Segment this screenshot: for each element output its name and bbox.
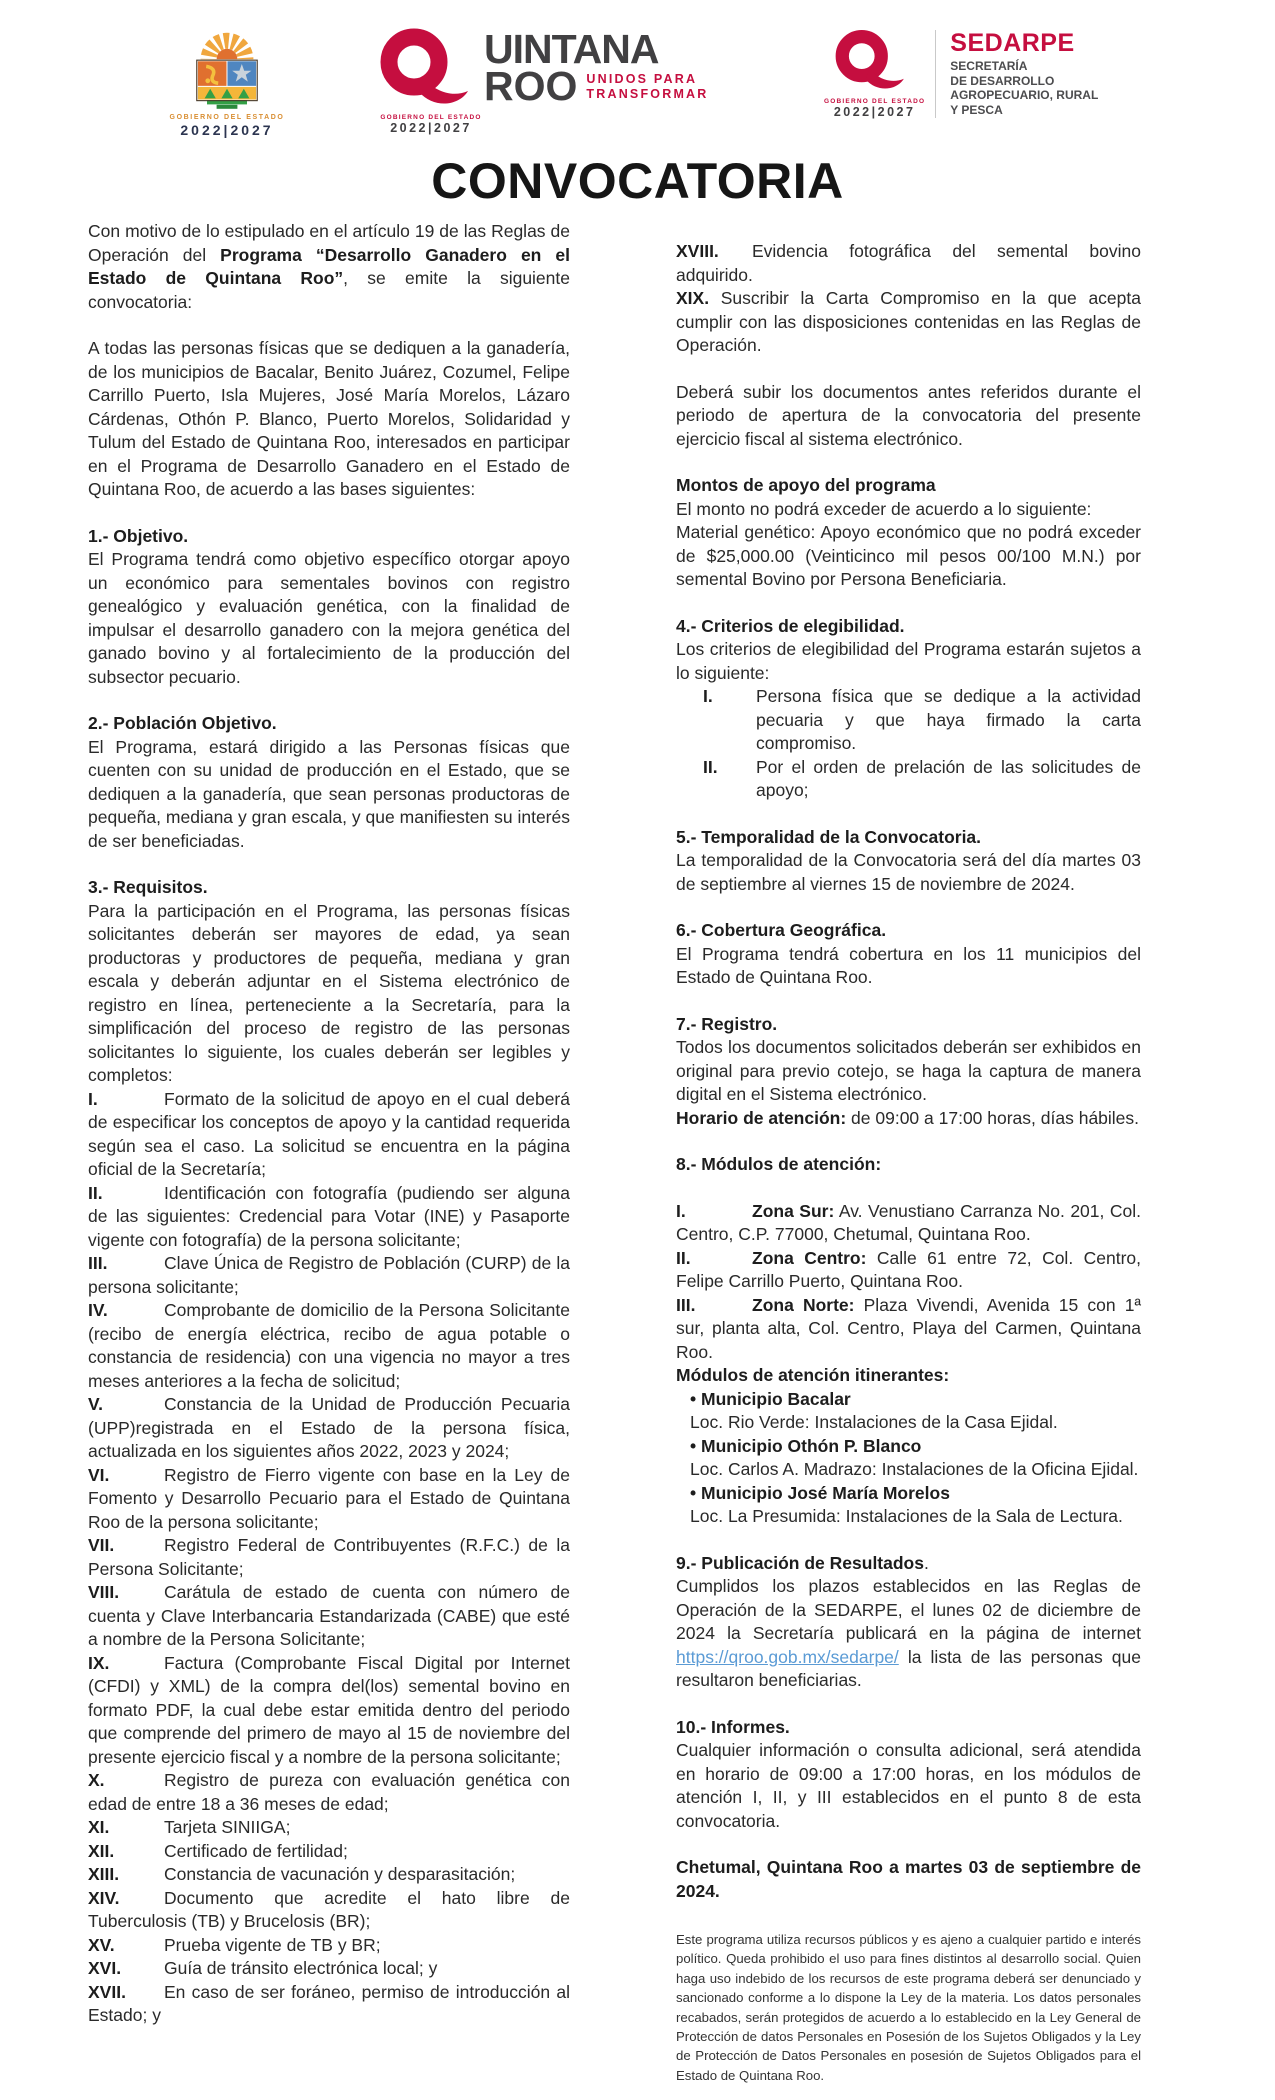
q-logo-icon <box>372 26 490 113</box>
section-1-heading: 1.- Objetivo. <box>88 525 189 546</box>
requirement-text: Carátula de estado de cuenta con número de cuenta y Clave Interbancaria Estandarizada (CABE) que esté a nombre de la Persona Solicitante; <box>88 1582 570 1649</box>
eligibility-text: Persona física que se dedique a la actividad pecuaria y que haya firmado la carta compromiso. <box>756 686 1141 753</box>
requirement-item <box>88 1534 570 1581</box>
requirement-numeral: VII. <box>88 1535 115 1555</box>
qroo-gov-label: GOBIERNO DEL ESTADO <box>380 114 482 121</box>
sedarpe-text-block <box>950 30 1098 117</box>
zone-numeral: II. <box>676 1247 691 1268</box>
eligibility-numeral: I. <box>703 686 713 706</box>
requirement-item <box>88 1393 570 1464</box>
itinerant-municipality: • Municipio Othón P. Blanco <box>690 1435 922 1456</box>
sedarpe-acronym: SEDARPE <box>950 29 1075 57</box>
zone-address: Calle 61 entre 72, Col. Centro, Felipe Carrillo Puerto, Quintana Roo. <box>676 1247 1141 1291</box>
intro-text-c: , se emite la siguiente convocatoria: <box>88 268 570 312</box>
qroo-wordmark <box>484 26 709 109</box>
sedarpe-website-link[interactable]: https://qroo.gob.mx/sedarpe/ <box>676 1646 899 1667</box>
requirement-numeral: XVII. <box>88 1981 126 2002</box>
requirement-numeral: VI. <box>88 1464 110 1485</box>
requirement-numeral: XV. <box>88 1934 115 1955</box>
requirement-item <box>88 1816 570 1840</box>
eligibility-item <box>676 756 1141 803</box>
sedarpe-term: 2022|2027 <box>833 105 916 119</box>
requirement-text: Constancia de la Unidad de Producción Pecuaria (UPP)registrada en el Estado de la persona física, actualizada en los siguientes años 2022, 2023 y 2024; <box>88 1394 570 1461</box>
section-5-heading: 5.- Temporalidad de la Convocatoria. <box>676 826 982 847</box>
section-7-heading: 7.- Registro. <box>676 1013 778 1034</box>
sedarpe-line2: DE DESARROLLO <box>950 73 1055 88</box>
requirement-text: Identificación con fotografía (pudiendo ser alguna de las siguientes: Credencial para Votar (INE) y Pasaporte vigente con fotografía) de la persona solicitante; <box>88 1182 570 1250</box>
requirement-text: Certificado de fertilidad; <box>164 1840 348 1861</box>
qroo-tagline-line1: UNIDOS PARA <box>586 72 698 86</box>
office-hours-label: Horario de atención: <box>676 1107 847 1128</box>
requirement-numeral: II. <box>88 1182 103 1203</box>
audience-paragraph: A todas las personas físicas que se dediquen a la ganadería, de los municipios de Bacalar, Benito Juárez, Cozumel, Felipe Carrillo Puerto, Isla Mujeres, José María Morelos, Lázaro Cárdenas, Othón P. Blanco, Puerto Morelos, Solidaridad y Tulum del Estado de Quintana Roo, interesados en participar en el Programa de Desarrollo Ganadero en el Estado de Quintana Roo, de acuerdo a las bases siguientes: <box>88 338 570 499</box>
zone-numeral: I. <box>676 1200 686 1221</box>
amounts-heading: Montos de apoyo del programa <box>676 475 936 495</box>
requirement-text: Guía de tránsito electrónica local; y <box>164 1958 438 1978</box>
requirement-numeral: XIX. <box>676 288 710 308</box>
qroo-tagline-line2: TRANSFORMAR <box>586 87 709 101</box>
qroo-wordmark-top: UINTANA <box>484 26 659 72</box>
section-10-heading: 10.- Informes. <box>676 1716 790 1737</box>
zone-address: Av. Venustiano Carranza No. 201, Col. Centro, C.P. 77000, Chetumal, Quintana Roo. <box>676 1200 1141 1244</box>
requirement-numeral: XI. <box>88 1817 110 1837</box>
section-4-heading: 4.- Criterios de elegibilidad. <box>676 615 905 636</box>
eligibility-text: Por el orden de prelación de las solicitudes de apoyo; <box>756 756 1141 800</box>
dateline: Chetumal, Quintana Roo a martes 03 de septiembre de 2024. <box>676 1857 1141 1901</box>
section-6-heading: 6.- Cobertura Geográfica. <box>676 920 887 940</box>
section-6-paragraph: El Programa tendrá cobertura en los 11 municipios del Estado de Quintana Roo. <box>676 943 1141 987</box>
requirement-numeral: III. <box>88 1253 108 1273</box>
section-8-heading: 8.- Módulos de atención: <box>676 1154 882 1174</box>
requirement-text: Constancia de vacunación y desparasitación; <box>164 1864 516 1884</box>
requirement-text: En caso de ser foráneo, permiso de introducción al Estado; y <box>88 1981 570 2025</box>
requirement-numeral: XVI. <box>88 1958 122 1978</box>
requirement-text: Registro de Fierro vigente con base en la Ley de Fomento y Desarrollo Pecuario para el Estado de Quintana Roo de la persona solicitante; <box>88 1464 570 1532</box>
results-text-b: la lista de las personas que resultaron beneficiarias. <box>676 1646 1141 1690</box>
section-2-heading: 2.- Población Objetivo. <box>88 713 277 733</box>
sedarpe-line1: SECRETARÍA <box>950 59 1028 73</box>
section-3-paragraph: Para la participación en el Programa, las personas físicas solicitantes deberán ser mayores de edad, ya sean productoras y productores de pequeña, mediana y gran escala y deberán adjuntar en el Sistema electrónico de registro en línea, perteneciente a la Secretaría, para la simplificación del proceso de registro de las personas solicitantes lo siguiente, los cuales deberán ser legibles y completos: <box>88 900 570 1085</box>
requirement-item <box>676 240 1141 287</box>
office-hours-text: de 09:00 a 17:00 horas, días hábiles. <box>846 1107 1140 1128</box>
zone-numeral: III. <box>676 1294 696 1315</box>
requirement-item <box>88 1769 570 1816</box>
section-1-paragraph: El Programa tendrá como objetivo específico otorgar apoyo un económico para sementales bovinos con registro genealógico y evaluación genética, con la finalidad de impulsar el desarrollo ganadero con la mejora genética del ganado bovino y al fortalecimiento de la producción del subsector pecuario. <box>88 549 570 687</box>
coat-of-arms-icon <box>150 24 304 112</box>
sedarpe-q-column <box>824 28 925 119</box>
requirement-item <box>88 1840 570 1864</box>
itinerant-location: Loc. Carlos A. Madrazo: Instalaciones de la Oficina Ejidal. <box>690 1459 1139 1479</box>
requirement-numeral: XII. <box>88 1840 115 1861</box>
requirement-numeral: V. <box>88 1394 103 1414</box>
intro-text-a: Con motivo de lo estipulado en el artículo 19 de las Reglas de Operación del <box>88 221 570 265</box>
requirement-numeral: XVIII. <box>676 241 719 261</box>
legal-fineprint: Este programa utiliza recursos públicos y es ajeno a cualquier partido e interés político. Queda prohibido el uso para fines distintos al desarrollo social. Quien haga uso indebido de los recursos de este programa deberá ser denunciado y sancionado conforme a lo dispone la Ley de la materia. Los datos personales recabados, serán protegidos de acuerdo a lo establecido en la Ley General de Protección de datos Personales en Posesión de los Sujetos Obligados y la Ley de Protección de Datos Personales en posesión de Sujetos Obligados para el Estado de Quintana Roo. <box>676 1932 1141 2083</box>
results-text-a: Cumplidos los plazos establecidos en las Reglas de Operación de la SEDARPE, el lunes 02 de diciembre de 2024 la Secretaría publicará en la página de internet <box>676 1576 1141 1643</box>
qroo-tagline <box>586 72 708 102</box>
zone-item <box>676 1294 1141 1365</box>
section-9-heading <box>676 1552 1141 1576</box>
requirement-item <box>88 1581 570 1652</box>
left-column <box>88 220 570 2085</box>
requirement-text: Factura (Comprobante Fiscal Digital por Internet (CFDI) y XML) de la compra del(los) semental bovino en formato PDF, la cual debe estar emitida dentro del periodo que comprende del primero de mayo al 15 de noviembre del presente ejercicio fiscal y a nombre de la persona solicitante; <box>88 1652 570 1767</box>
requirement-text: Registro de pureza con evaluación genética con edad de entre 18 a 36 meses de edad; <box>88 1770 570 1814</box>
coat-gov-label: GOBIERNO DEL ESTADO <box>169 114 285 121</box>
requirement-numeral: IX. <box>88 1652 110 1673</box>
zone-item <box>676 1200 1141 1247</box>
program-name-bold: Programa “Desarrollo Ganadero en el Estado de Quintana Roo” <box>88 244 570 288</box>
section-2-paragraph: El Programa, estará dirigido a las Personas físicas que cuenten con su unidad de producción en el Estado, que se dediquen a la ganadería, que sean personas productoras de pequeña, mediana y gran escala, y que manifiesten su interés de ser beneficiadas. <box>88 736 570 851</box>
sedarpe-line3: AGROPECUARIO, RURAL <box>950 88 1099 102</box>
quintana-roo-coat-of-arms <box>150 24 304 138</box>
amounts-paragraph-1: El monto no podrá exceder de acuerdo a lo siguiente: <box>676 498 1092 519</box>
requirement-item <box>88 1957 570 1981</box>
section-3-heading: 3.- Requisitos. <box>88 877 208 897</box>
office-hours-line <box>676 1107 1141 1131</box>
requirement-numeral: XIV. <box>88 1887 120 1908</box>
quintana-roo-state-logo <box>372 26 709 135</box>
sedarpe-gov-label: GOBIERNO DEL ESTADO <box>824 98 926 105</box>
zone-label: Zona Norte: <box>752 1294 855 1315</box>
requirement-text: Clave Única de Registro de Población (CURP) de la persona solicitante; <box>88 1253 570 1297</box>
requirement-numeral: IV. <box>88 1300 108 1320</box>
amounts-paragraph-2: Material genético: Apoyo económico que no podrá exceder de $25,000.00 (Veinticinco mil pesos 00/100 M.N.) por semental Bovino por Persona Beneficiaria. <box>676 522 1141 589</box>
document-header <box>0 0 1275 152</box>
requirement-item <box>676 287 1141 358</box>
requirement-item <box>88 1863 570 1887</box>
page-title: CONVOCATORIA <box>431 153 844 209</box>
requirement-text: Registro Federal de Contribuyentes (R.F.C.) de la Persona Solicitante; <box>88 1535 570 1579</box>
section-10-paragraph: Cualquier información o consulta adicional, será atendida en horario de 09:00 a 17:00 horas, en los módulos de atención I, II, y III establecidos en el punto 8 de esta convocatoria. <box>676 1740 1141 1831</box>
requirement-item <box>88 1464 570 1535</box>
logo-divider <box>935 30 936 118</box>
requirement-item <box>88 1252 570 1299</box>
section-4-paragraph: Los criterios de elegibilidad del Programa estarán sujetos a lo siguiente: <box>676 639 1141 683</box>
requirement-item <box>88 1182 570 1253</box>
requirement-numeral: XIII. <box>88 1864 120 1884</box>
upload-paragraph: Deberá subir los documentos antes referidos durante el periodo de apertura de la convocatoria del presente ejercicio fiscal al sistema electrónico. <box>676 381 1141 449</box>
coat-term: 2022|2027 <box>180 122 274 138</box>
requirement-text: Tarjeta SINIIGA; <box>164 1817 291 1837</box>
zone-address: Plaza Vivendi, Avenida 15 con 1ª sur, planta alta, Col. Centro, Playa del Carmen, Quintana Roo. <box>676 1294 1141 1362</box>
zone-label: Zona Sur: <box>752 1200 835 1221</box>
zone-item <box>676 1247 1141 1294</box>
itinerant-heading: Módulos de atención itinerantes: <box>676 1365 950 1385</box>
itinerant-municipality: • Municipio Bacalar <box>690 1388 851 1409</box>
document-body <box>0 206 1275 2085</box>
requirement-numeral: VIII. <box>88 1582 120 1602</box>
requirement-item <box>88 1887 570 1934</box>
requirement-item <box>88 1652 570 1770</box>
sedarpe-logo <box>824 28 1098 119</box>
zone-label: Zona Centro: <box>752 1247 867 1268</box>
section-9-heading-period: . <box>923 1552 929 1573</box>
requirement-numeral: I. <box>88 1088 98 1109</box>
itinerant-location: Loc. La Presumida: Instalaciones de la Sala de Lectura. <box>690 1506 1123 1526</box>
requirement-text: Prueba vigente de TB y BR; <box>164 1934 381 1955</box>
requirement-item <box>88 1088 570 1182</box>
sedarpe-line4: Y PESCA <box>950 102 1003 117</box>
section-7-paragraph: Todos los documentos solicitados deberán ser exhibidos en original para previo cotejo, se haga la captura de manera digital en el Sistema electrónico. <box>676 1037 1141 1104</box>
requirement-text: Suscribir la Carta Compromiso en la que acepta cumplir con las disposiciones contenidas en las Reglas de Operación. <box>676 288 1141 355</box>
requirement-numeral: X. <box>88 1770 105 1790</box>
requirement-text: Documento que acredite el hato libre de Tuberculosis (TB) y Brucelosis (BR); <box>88 1887 570 1931</box>
eligibility-item <box>676 685 1141 756</box>
itinerant-location: Loc. Rio Verde: Instalaciones de la Casa Ejidal. <box>690 1412 1058 1432</box>
qroo-wordmark-bottom: ROO <box>484 63 578 109</box>
requirement-item <box>88 1981 570 2028</box>
eligibility-numeral: II. <box>703 756 718 777</box>
requirement-text: Formato de la solicitud de apoyo en el cual deberá de especificar los conceptos de apoyo y la cantidad requerida según sea el caso. La solicitud se encuentra en la página oficial de la Secretaría; <box>88 1088 570 1179</box>
intro-paragraph <box>88 220 570 314</box>
itinerant-municipality: • Municipio José María Morelos <box>690 1482 950 1503</box>
requirement-item <box>88 1934 570 1958</box>
requirement-text: Comprobante de domicilio de la Persona Solicitante (recibo de energía eléctrica, recibo de agua potable o constancia de residencia) con una vigencia no mayor a tres meses anteriores a la fecha de solicitud; <box>88 1300 570 1391</box>
requirement-item <box>88 1299 570 1393</box>
right-column <box>676 220 1141 2085</box>
section-5-paragraph: La temporalidad de la Convocatoria será del día martes 03 de septiembre al viernes 15 de noviembre de 2024. <box>676 850 1141 894</box>
qroo-q-column <box>372 26 490 135</box>
section-9-paragraph <box>676 1575 1141 1693</box>
section-9-heading-text: 9.- Publicación de Resultados <box>676 1552 924 1573</box>
requirement-text: Evidencia fotográfica del semental bovino adquirido. <box>676 241 1141 285</box>
qroo-term: 2022|2027 <box>390 121 472 135</box>
sedarpe-q-icon <box>829 28 921 97</box>
